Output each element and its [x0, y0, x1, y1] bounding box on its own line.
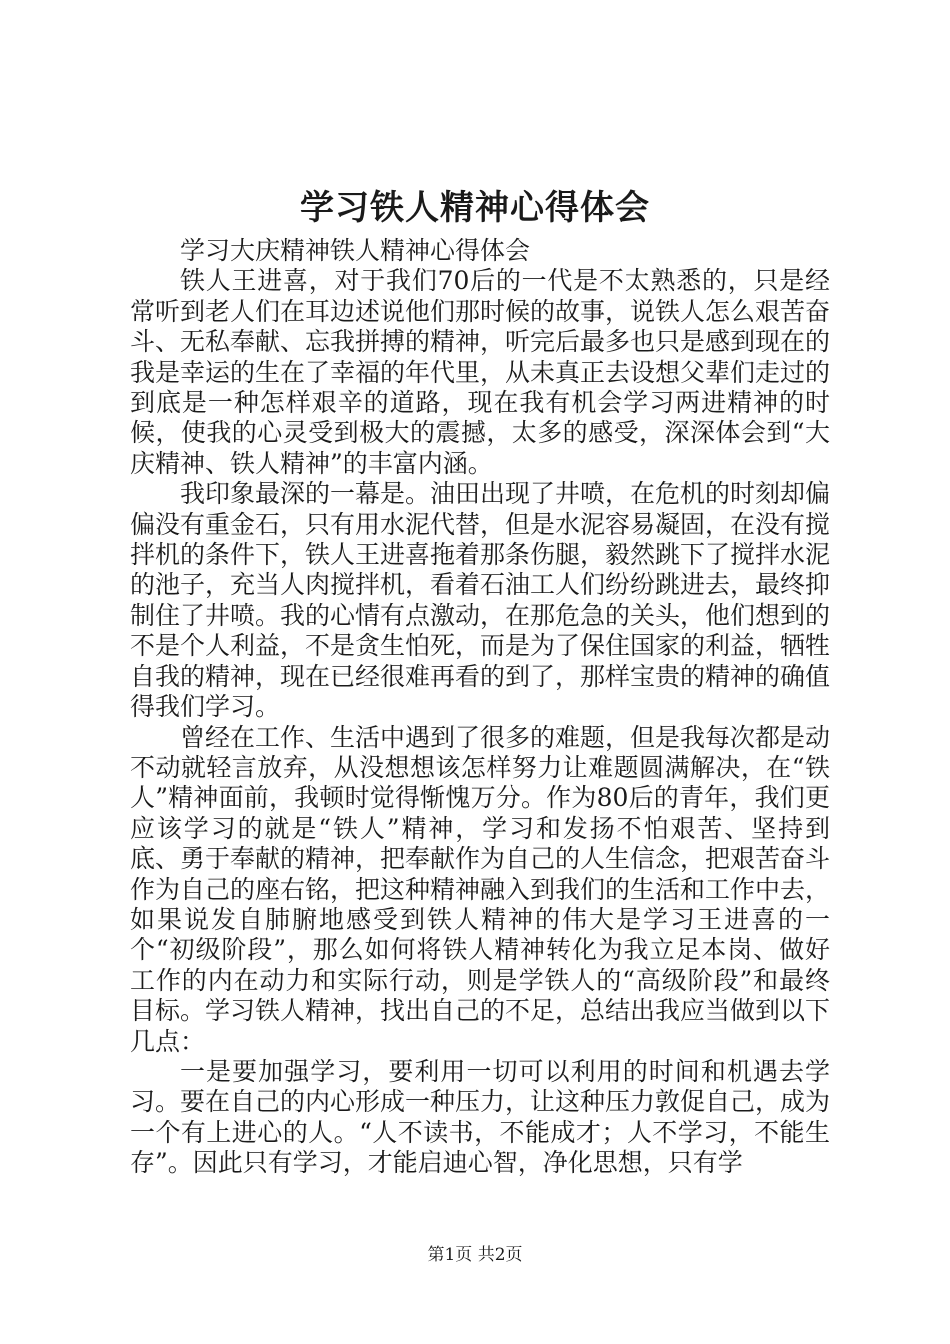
page-number-footer: 第1页 共2页	[427, 1245, 523, 1265]
paragraph-2: 我印象最深的一幕是。油田出现了井喷，在危机的时刻却偏偏没有重金石，只有用水泥代替，但是水泥容易凝固，在没有搅拌机的条件下，铁人王进喜拖着那条伤腿，毅然跳下了搅拌水泥的池子，充当人肉搅拌机，看着石油工人们纷纷跳进去，最终抑制住了井喷。我的心情有点激动，在那危急的关头，他们想到的不是个人利益，不是贪生怕死，而是为了保住国家的利益，牺牲自我的精神，现在已经很难再看的到了，那样宝贵的精神的确值得我们学习。	[130, 479, 831, 722]
document-title: 学习铁人精神心得体会	[300, 188, 650, 228]
document-body	[130, 236, 830, 1179]
paragraph-1: 铁人王进喜，对于我们70后的一代是不太熟悉的，只是经常听到老人们在耳边述说他们那时候的故事，说铁人怎么艰苦奋斗、无私奉献、忘我拼搏的精神，听完后最多也只是感到现在的我是幸运的生在了幸福的年代里，从未真正去设想父辈们走过的到底是一种怎样艰辛的道路，现在我有机会学习两进精神的时候，使我的心灵受到极大的震撼，太多的感受，深深体会到“大庆精神、铁人精神”的丰富内涵。	[130, 266, 831, 478]
paragraph-4: 一是要加强学习，要利用一切可以利用的时间和机遇去学习。要在自己的内心形成一种压力，让这种压力敦促自己，成为一个有上进心的人。“人不读书，不能成才；人不学习，不能生存”。因此只有学习，才能启迪心智，净化思想，只有学	[130, 1056, 831, 1178]
paragraph-subtitle: 学习大庆精神铁人精神心得体会	[180, 236, 531, 265]
paragraph-3: 曾经在工作、生活中遇到了很多的难题，但是我每次都是动不动就轻言放弃，从没想想该怎样努力让难题圆满解决，在“铁人”精神面前，我顿时觉得惭愧万分。作为80后的青年，我们更应该学习的就是“铁人”精神，学习和发扬不怕艰苦、坚持到底、勇于奉献的精神，把奉献作为自己的人生信念，把艰苦奋斗作为自己的座右铭，把这种精神融入到我们的生活和工作中去，如果说发自肺腑地感受到铁人精神的伟大是学习王进喜的一个“初级阶段”，那么如何将铁人精神转化为我立足本岗、做好工作的内在动力和实际行动，则是学铁人的“高级阶段”和最终目标。学习铁人精神，找出自己的不足，总结出我应当做到以下几点：	[130, 722, 831, 1056]
